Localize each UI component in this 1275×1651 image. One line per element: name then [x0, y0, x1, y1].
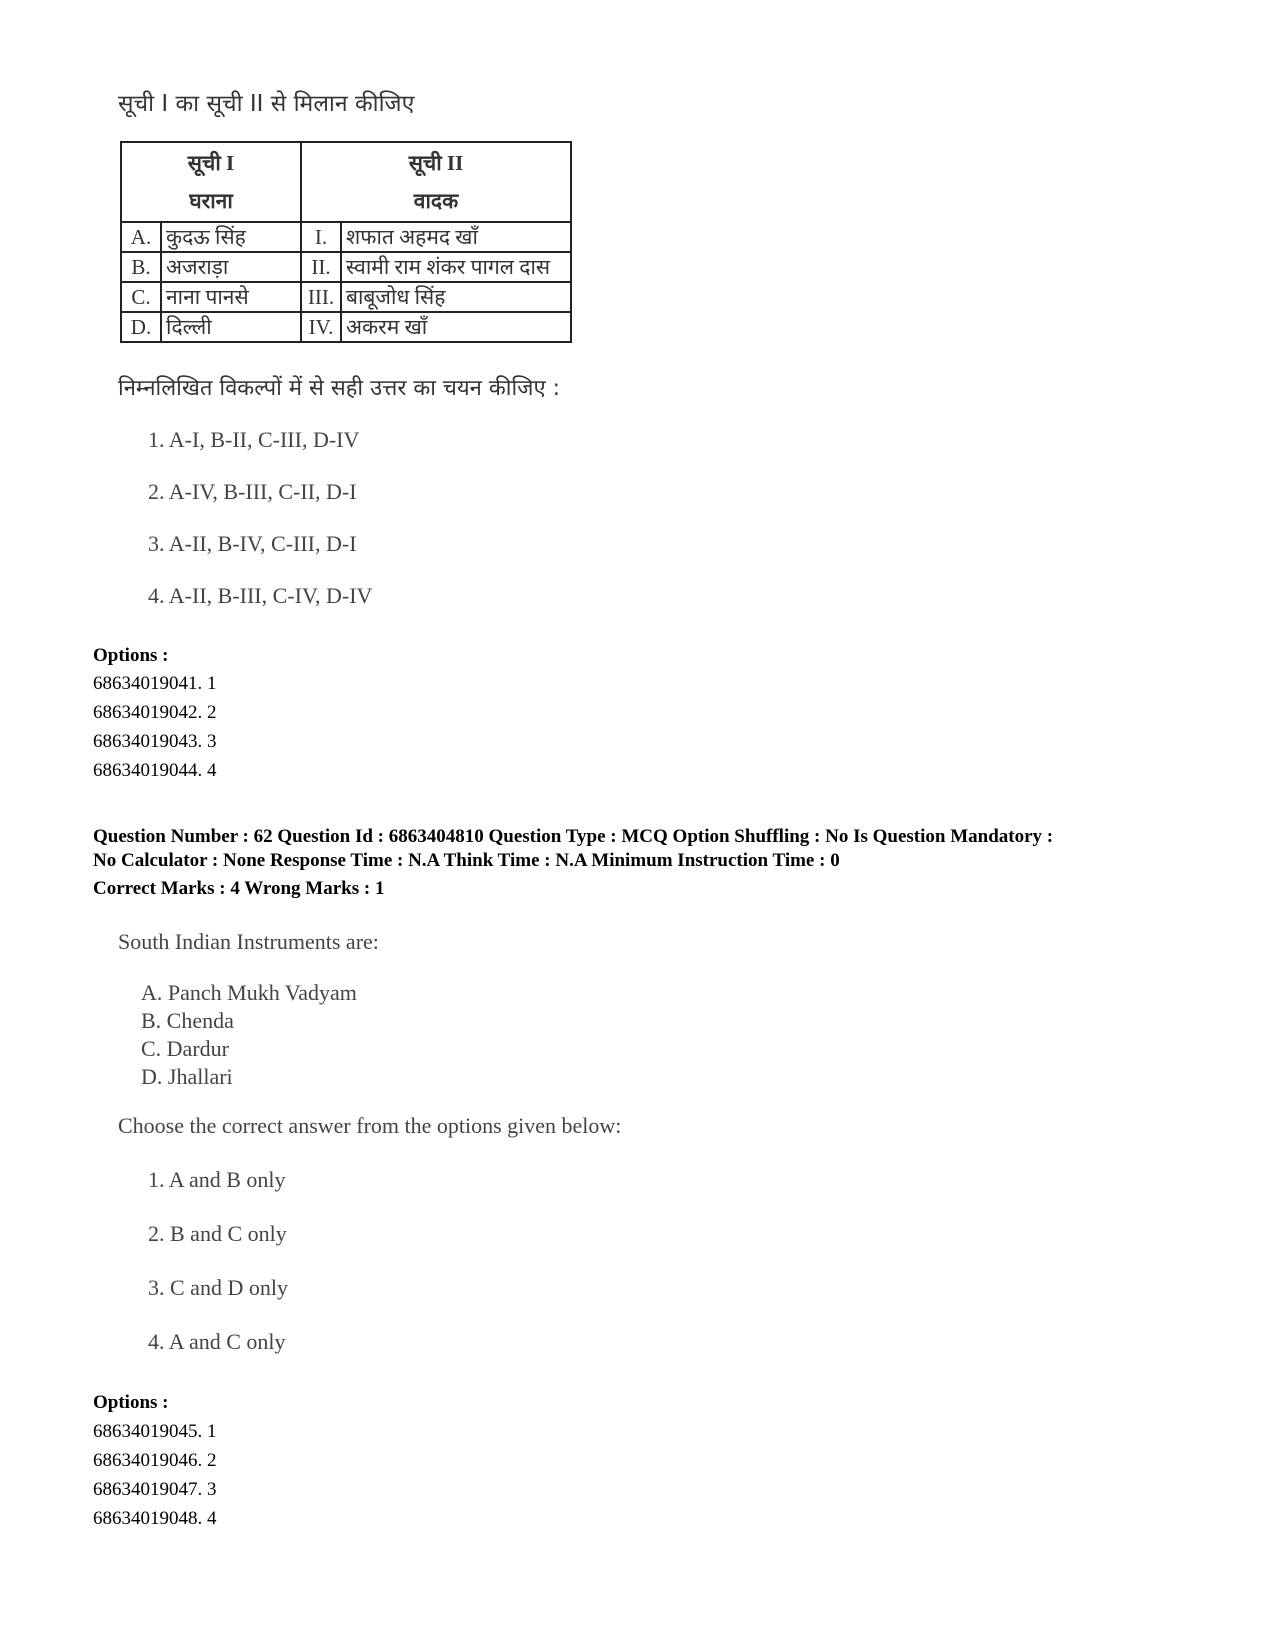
list1-cell: नाना पानसे — [161, 282, 301, 312]
row-num: II. — [301, 252, 341, 282]
option-line: 68634019041. 1 — [93, 673, 217, 694]
list1-subtitle: घराना — [189, 189, 233, 213]
answer-choice: 3. A-II, B-IV, C-III, D-I — [148, 531, 357, 556]
answer-choice: 4. A and C only — [148, 1329, 286, 1354]
list1-cell: कुदऊ सिंह — [161, 222, 301, 252]
question-meta-line2: No Calculator : None Response Time : N.A Think Time : N.A Minimum Instruction Time : 0 — [93, 850, 840, 871]
answer-choice: 2. A-IV, B-III, C-II, D-I — [148, 479, 357, 504]
match-table — [120, 141, 572, 343]
answer-choice: 3. C and D only — [148, 1275, 288, 1300]
answer-choice: 4. A-II, B-III, C-IV, D-IV — [148, 583, 373, 608]
option-line: 68634019048. 4 — [93, 1508, 217, 1529]
answer-choice: 1. A and B only — [148, 1167, 286, 1192]
option-line: 68634019046. 2 — [93, 1450, 217, 1471]
choice-prompt: निम्नलिखित विकल्पों में से सही उत्तर का चयन कीजिए : — [118, 376, 561, 401]
list2-header — [301, 142, 571, 222]
table-row — [121, 222, 571, 252]
question-meta-line1: Question Number : 62 Question Id : 6863404810 Question Type : MCQ Option Shuffling : No Is Question Mandatory : — [93, 826, 1054, 847]
options-heading: Options : — [93, 645, 169, 666]
list1-cell: अजराड़ा — [161, 252, 301, 282]
row-key: D. — [121, 312, 161, 342]
row-key: C. — [121, 282, 161, 312]
options-heading: Options : — [93, 1392, 169, 1413]
option-line: 68634019047. 3 — [93, 1479, 217, 1500]
list2-cell: अकरम खाँ — [341, 312, 571, 342]
list2-subtitle: वादक — [413, 189, 459, 213]
list1-header — [121, 142, 301, 222]
list2-title: सूची II — [408, 151, 464, 175]
row-num: I. — [301, 222, 341, 252]
match-instruction: सूची I का सूची II से मिलान कीजिए — [118, 91, 415, 117]
option-line: 68634019044. 4 — [93, 760, 217, 781]
answer-choice: 1. A-I, B-II, C-III, D-IV — [148, 427, 360, 452]
list1-cell: दिल्ली — [161, 312, 301, 342]
list-item: A. Panch Mukh Vadyam — [141, 980, 357, 1005]
choice-prompt: Choose the correct answer from the options given below: — [118, 1113, 622, 1138]
question-text: South Indian Instruments are: — [118, 929, 379, 954]
row-num: IV. — [301, 312, 341, 342]
option-line: 68634019043. 3 — [93, 731, 217, 752]
option-line: 68634019042. 2 — [93, 702, 217, 723]
row-num: III. — [301, 282, 341, 312]
list-item: C. Dardur — [141, 1036, 229, 1061]
list2-cell: बाबूजोध सिंह — [341, 282, 571, 312]
option-line: 68634019045. 1 — [93, 1421, 217, 1442]
marks-line: Correct Marks : 4 Wrong Marks : 1 — [93, 878, 385, 899]
list1-title: सूची I — [187, 151, 235, 175]
table-row — [121, 312, 571, 342]
row-key: A. — [121, 222, 161, 252]
list2-cell: शफात अहमद खाँ — [341, 222, 571, 252]
table-row — [121, 252, 571, 282]
answer-choice: 2. B and C only — [148, 1221, 287, 1246]
list2-cell: स्वामी राम शंकर पागल दास — [341, 252, 571, 282]
row-key: B. — [121, 252, 161, 282]
match-table-header — [121, 142, 571, 222]
list-item: B. Chenda — [141, 1008, 234, 1033]
table-row — [121, 282, 571, 312]
list-item: D. Jhallari — [141, 1064, 233, 1089]
